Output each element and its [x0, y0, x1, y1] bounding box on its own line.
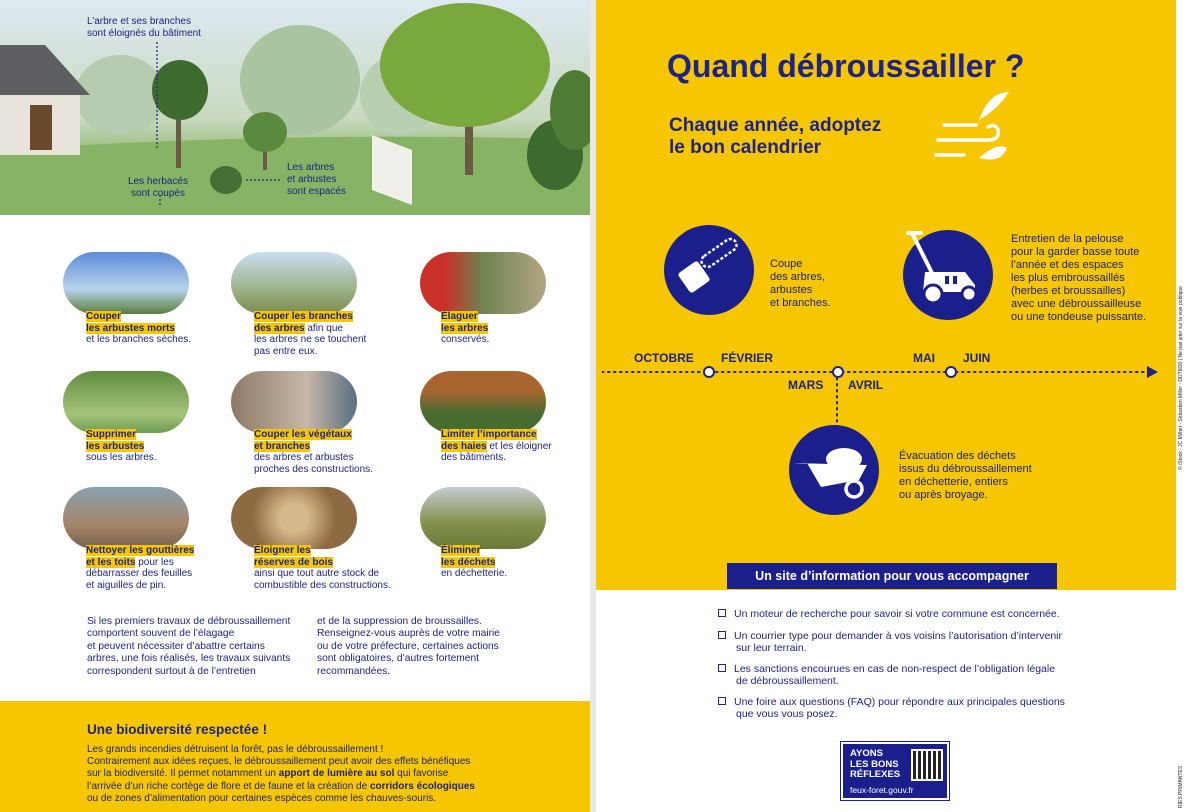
checkbox-icon — [718, 697, 726, 705]
hero-label-spaced: Les arbres et arbustes sont espacés — [287, 162, 346, 197]
mower-circle — [903, 230, 993, 320]
photo-cut-vegetation — [231, 371, 357, 433]
left-page — [0, 0, 590, 812]
badge-text: AYONS LES BONS RÉFLEXES — [850, 748, 901, 780]
action-caption-5: Couper les végétaux et branches des arbres et arbustes proches des constructions. — [254, 429, 373, 475]
photo-hedges — [420, 371, 546, 433]
photo-pruning — [420, 252, 546, 314]
page-title: Quand débroussailler ? — [667, 48, 1025, 84]
timeline-dot-february — [703, 366, 715, 378]
photo-credit: © iStock - JC Milhet - Sébastien Miller - DDTM30 | Ne pas jeter sur la voie publique — [1178, 286, 1184, 470]
chainsaw-circle — [664, 225, 754, 315]
right-page — [596, 0, 1176, 812]
month-february: FÉVRIER — [721, 351, 774, 365]
action-caption-6: Limiter l’importance des haies et les éloigner des bâtiments. — [441, 429, 552, 463]
action-caption-4: Supprimer les arbustes sous les arbres. — [86, 429, 157, 463]
wheelbarrow-icon — [789, 425, 879, 515]
photo-gutters — [63, 487, 189, 549]
wind-leaf-icon — [934, 90, 1014, 170]
photo-wood-stock — [231, 487, 357, 549]
cut-description: Coupe des arbres, arbustes et branches. — [770, 258, 831, 309]
body-text-col1: Si les premiers travaux de débroussaillement comportent souvent de l’élagage et peuvent nécessiter d’abattre certains arbres, une fois réalisés, les travaux suivants correspondent surtout à de l’entretien — [87, 616, 291, 677]
biodiversity-text: Les grands incendies détruisent la forêt, pas le débroussaillement ! Contrairement aux idées reçues, le débroussaillement peut avoir des effets bénéfiques sur la biodiversité. Il permet notamment un apport de lumière au sol qui favorise l’arrivée d’un riche cortège de flore et de faune et la création de corridors écologiques ou de zones d’alimentation pour certaines espèces comme les chauves-souris. — [87, 744, 475, 804]
badge-url[interactable]: feux-foret.gouv.fr — [850, 785, 914, 795]
hero-label-herbaceous: Les herbacés sont coupés — [128, 176, 189, 199]
month-march: MARS — [788, 378, 824, 392]
check-item-3: Les sanctions encourues en cas de non-respect de l’obligation légale de débroussaillement. — [718, 663, 1055, 687]
lawn-description: Entretien de la pelouse pour la garder basse toute l’année et des espaces les plus embroussaillés (herbes et broussailles) avec une débroussailleuse ou une tondeuse puissante. — [1011, 233, 1147, 323]
month-october: OCTOBRE — [634, 351, 694, 365]
check-item-2: Un courrier type pour demander à vos voisins l’autorisation d’intervenir sur leur terrain. — [718, 630, 1062, 654]
biodiversity-title: Une biodiversité respectée ! — [87, 722, 268, 737]
hero-illustration — [0, 0, 590, 215]
action-caption-2: Couper les branches des arbres afin que les arbres ne se touchent pas entre eux. — [254, 311, 367, 357]
check-item-1: Un moteur de recherche pour savoir si votre commune est concernée. — [718, 608, 1060, 620]
month-april: AVRIL — [848, 378, 884, 392]
action-caption-3: Élaguer les arbres conservés. — [441, 311, 490, 345]
checkbox-icon — [718, 664, 726, 672]
printer-note: RIES PRIMANTES — [1178, 765, 1184, 808]
body-text-col2: et de la suppression de broussailles. Renseignez-vous auprès de votre mairie ou de votre préfecture, certaines actions sont obligatoires, d’autres fortement recommandées. — [317, 616, 500, 677]
timeline-dot-april — [832, 366, 844, 378]
action-caption-9: Éliminer les déchets en déchetterie. — [441, 545, 508, 579]
hero-label-tree-branches: L’arbre et ses branches sont éloignés du bâtiment — [87, 16, 201, 39]
check-item-4: Une foire aux questions (FAQ) pour répondre aux principales questions que vous vous posez. — [718, 696, 1065, 720]
action-caption-1: Couper les arbustes morts et les branches sèches. — [86, 311, 192, 345]
waste-description: Évacuation des déchets issus du débroussaillement en déchetterie, entiers ou après broyage. — [899, 450, 1032, 501]
reflexes-badge[interactable] — [841, 742, 949, 800]
month-june: JUIN — [963, 351, 991, 365]
wheelbarrow-circle — [789, 425, 879, 515]
info-site-banner: Un site d’information pour vous accompagner — [727, 563, 1057, 589]
chainsaw-icon — [664, 225, 754, 315]
page-subtitle: Chaque année, adoptez le bon calendrier — [669, 115, 882, 158]
qr-code-icon — [911, 749, 943, 781]
action-caption-7: Nettoyer les gouttières et les toits pour les débarrasser des feuilles et aiguilles de pin. — [86, 545, 195, 591]
month-may: MAI — [913, 351, 935, 365]
photo-dead-shrubs — [63, 252, 189, 314]
biodiversity-box — [0, 701, 590, 812]
checkbox-icon — [718, 631, 726, 639]
timeline-dot-june — [945, 366, 957, 378]
photo-remove-shrubs — [63, 371, 189, 433]
action-caption-8: Éloigner les réserves de bois ainsi que tout autre stock de combustible des constructions. — [254, 545, 391, 591]
lawn-mower-icon — [903, 230, 993, 320]
photo-cut-branches — [231, 252, 357, 314]
checkbox-icon — [718, 609, 726, 617]
photo-waste — [420, 487, 546, 549]
